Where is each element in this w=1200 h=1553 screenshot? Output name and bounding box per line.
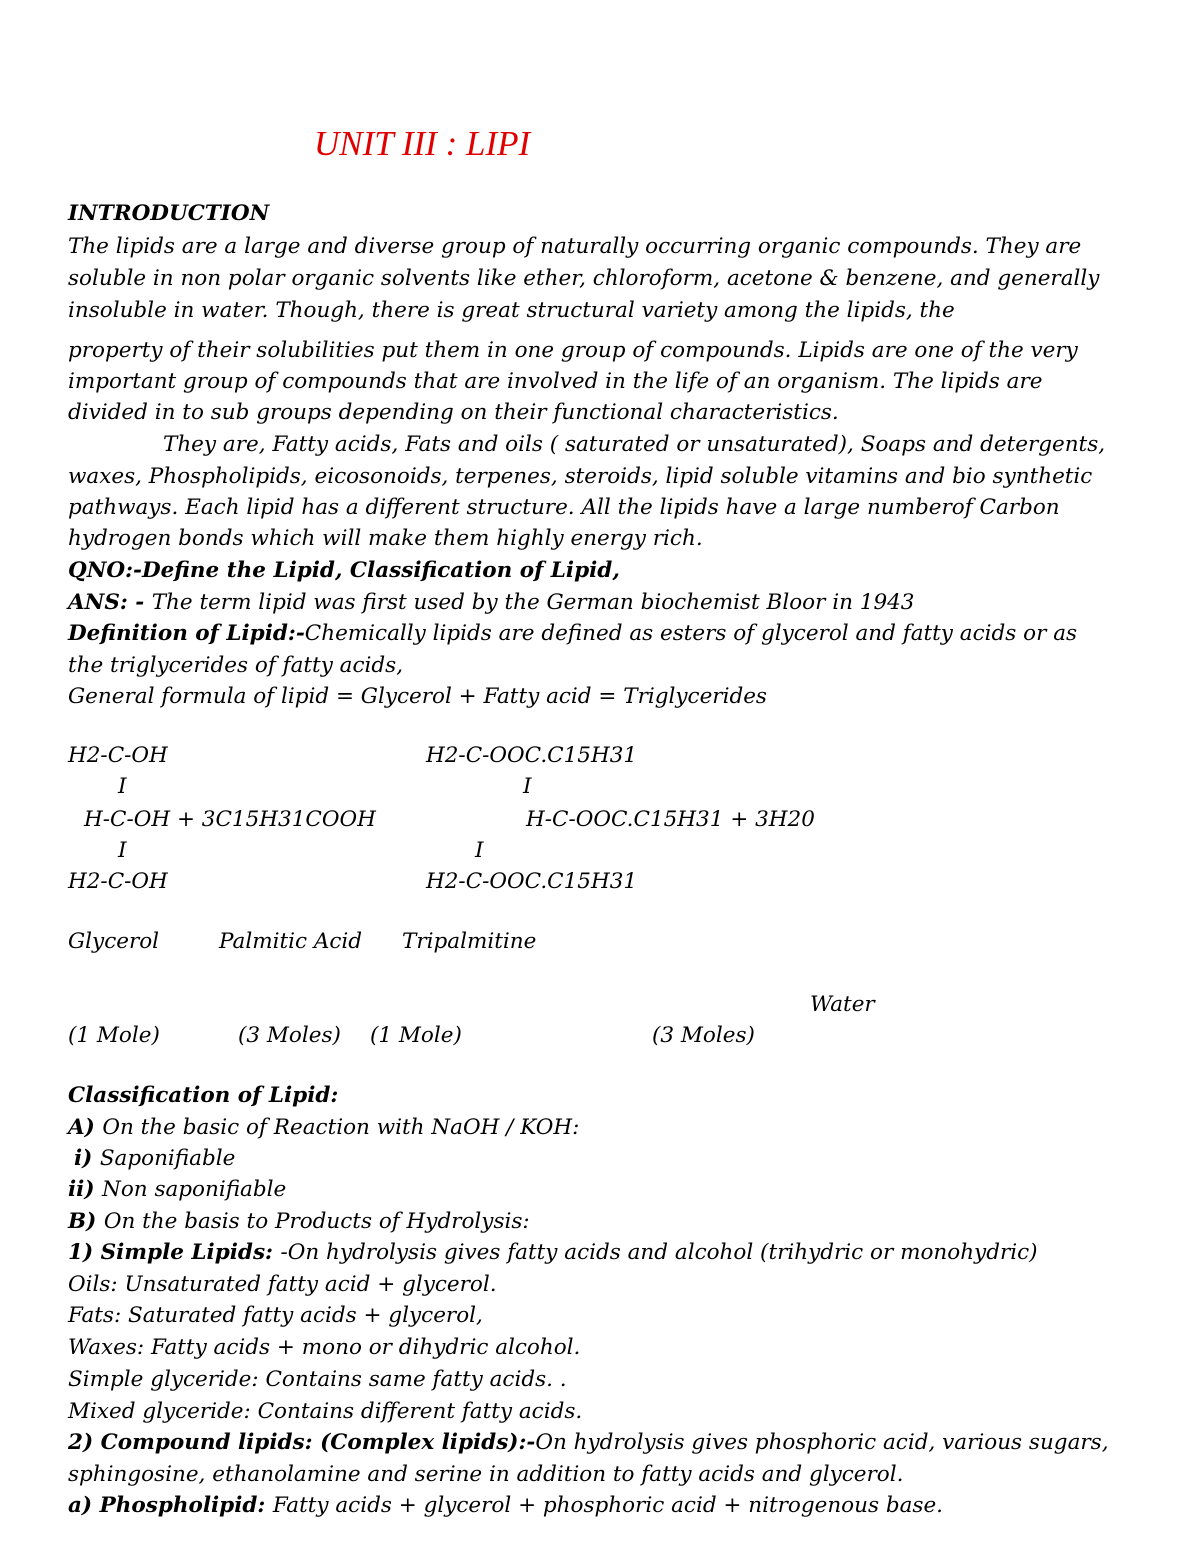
name-glycerol: Glycerol (68, 929, 160, 954)
classification-b-label: B) (68, 1209, 104, 1234)
name-tripalmitine: Tripalmitine (402, 929, 537, 954)
product-line-2: H-C-OOC.C15H31 + 3H20 (526, 807, 815, 832)
intro-line-7: They are, Fatty acids, Fats and oils ( saturated or unsaturated), Soaps and detergents, (163, 432, 1106, 457)
mixed-glyceride-line: Mixed glyceride: Contains different fatty acids. (68, 1399, 583, 1424)
question-heading: QNO:-Define the Lipid, Classification of Lipid, (68, 558, 620, 583)
phospholipid-label: a) Phospholipid: (68, 1493, 273, 1518)
mole-4: (3 Moles) (652, 1023, 755, 1048)
waxes-line: Waxes: Fatty acids + mono or dihydric alcohol. (68, 1335, 581, 1360)
intro-line-4: property of their solubilities put them in one group of compounds. Lipids are one of the very (68, 338, 1078, 363)
intro-line-2: soluble in non polar organic solvents like ether, chloroform, acetone & benzene, and generally (68, 266, 1100, 291)
simple-lipids-line (68, 1239, 1038, 1267)
definition-label: Definition of Lipid:- (68, 621, 305, 646)
intro-line-9: pathways. Each lipid has a different structure. All the lipids have a large numberof Carbon (68, 495, 1060, 520)
answer-line (68, 589, 914, 617)
classification-a (68, 1114, 579, 1142)
reactant-line-2: H-C-OH + 3C15H31COOH (84, 807, 376, 832)
product-line-1: H2-C-OOC.C15H31 (426, 743, 638, 768)
mole-2: (3 Moles) (238, 1023, 341, 1048)
definition-line (68, 620, 1077, 648)
simple-lipids-label: 1) Simple Lipids: (68, 1240, 281, 1265)
classification-heading: Classification of Lipid: (68, 1083, 339, 1108)
classification-ii-text: Non saponifiable (102, 1177, 287, 1202)
mole-3: (1 Mole) (370, 1023, 462, 1048)
definition-line-2: the triglycerides of fatty acids, (68, 653, 404, 678)
phospholipid-text: Fatty acids + glycerol + phosphoric acid + nitrogenous base. (272, 1493, 944, 1518)
intro-line-6: divided in to sub groups depending on their functional characteristics. (68, 400, 839, 425)
mole-1: (1 Mole) (68, 1023, 160, 1048)
reactant-line-1: H2-C-OH (68, 743, 168, 768)
compound-lipids-line-2: sphingosine, ethanolamine and serine in addition to fatty acids and glycerol. (68, 1462, 904, 1487)
classification-i-label: i) (74, 1146, 100, 1171)
reactant-bond-1: I (118, 774, 127, 799)
intro-line-5: important group of compounds that are involved in the life of an organism. The lipids are (68, 369, 1043, 394)
general-formula: General formula of lipid = Glycerol + Fatty acid = Triglycerides (68, 684, 767, 709)
oils-line: Oils: Unsaturated fatty acid + glycerol. (68, 1272, 497, 1297)
product-bond-1: I (523, 774, 532, 799)
classification-a-text: On the basic of Reaction with NaOH / KOH: (102, 1115, 580, 1140)
classification-a-label: A) (68, 1115, 103, 1140)
name-water: Water (810, 992, 875, 1017)
product-line-3: H2-C-OOC.C15H31 (426, 869, 638, 894)
classification-i-text: Saponifiable (99, 1146, 236, 1171)
answer-text: The term lipid was first used by the German biochemist Bloor in 1943 (151, 590, 915, 615)
classification-i (74, 1145, 235, 1173)
classification-b-text: On the basis to Products of Hydrolysis: (103, 1209, 530, 1234)
classification-b (68, 1208, 530, 1236)
definition-text: Chemically lipids are defined as esters of glycerol and fatty acids or as (304, 621, 1078, 646)
fats-line: Fats: Saturated fatty acids + glycerol, (68, 1303, 483, 1328)
simple-lipids-text: -On hydrolysis gives fatty acids and alcohol (trihydric or monohydric) (280, 1240, 1038, 1265)
answer-label: ANS: - (68, 590, 152, 615)
classification-ii (68, 1176, 286, 1204)
reactant-line-3: H2-C-OH (68, 869, 168, 894)
intro-line-8: waxes, Phospholipids, eicosonoids, terpenes, steroids, lipid soluble vitamins and bio synthetic (68, 464, 1093, 489)
page-title: UNIT III : LIPI (314, 124, 531, 163)
compound-lipids-label: 2) Compound lipids: (Complex lipids):- (68, 1430, 536, 1455)
reactant-bond-2: I (118, 838, 127, 863)
intro-line-3: insoluble in water. Though, there is great structural variety among the lipids, the (68, 298, 955, 323)
phospholipid-line (68, 1492, 943, 1520)
classification-ii-label: ii) (68, 1177, 102, 1202)
compound-lipids-line (68, 1429, 1109, 1457)
product-bond-2: I (475, 838, 484, 863)
compound-lipids-text: On hydrolysis gives phosphoric acid, various sugars, (535, 1430, 1109, 1455)
simple-glyceride-line: Simple glyceride: Contains same fatty acids. . (68, 1367, 567, 1392)
name-palmitic-acid: Palmitic Acid (219, 929, 363, 954)
introduction-heading: INTRODUCTION (68, 201, 270, 226)
intro-line-1: The lipids are a large and diverse group of naturally occurring organic compounds. They are (68, 234, 1082, 259)
intro-line-10: hydrogen bonds which will make them highly energy rich. (68, 526, 703, 551)
